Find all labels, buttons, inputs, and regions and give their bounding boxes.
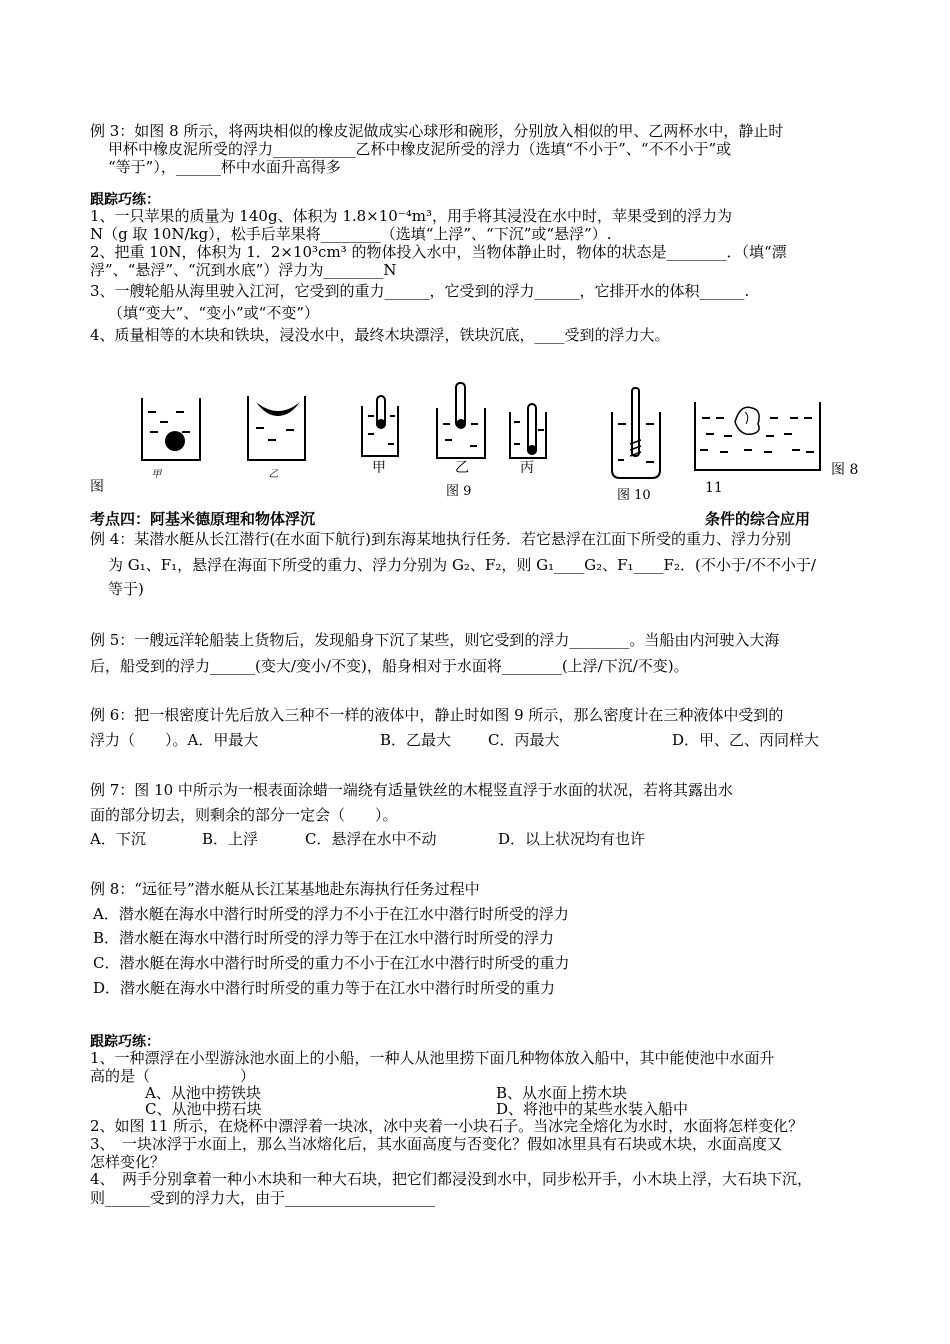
fig8-caption: 图 8: [831, 462, 859, 478]
fig9-label-jia: 甲: [372, 460, 386, 476]
ex8-option-d: D．潜水艇在海水中潜行时所受的重力等于在江水中潜行时所受的重力: [93, 979, 556, 997]
track1-q2a: 2、把重 10N，体积为 1．2×10³cm³ 的物体投入水中，当物体静止时，物体的状态是________．（填“漂: [90, 243, 787, 261]
ex5-line1: 例 5：一艘远洋轮船装上货物后，发现船身下沉了某些，则它受到的浮力________。当船由内河驶入大海: [90, 631, 780, 649]
fig11-caption: 11: [705, 480, 723, 496]
ex4-line2: 为 G₁、F₁，悬浮在海面下所受的重力、浮力分别为 G₂、F₂，则 G₁____G₂、F₁____F₂．(不小于/不不小于/: [108, 556, 816, 574]
track2-q3a: 3、 一块冰浮于水面上，那么当冰熔化后，其水面高度与否变化？假如冰里具有石块或木块，水面高度又: [90, 1135, 783, 1153]
fig8-beaker-jia: [142, 398, 200, 460]
fig9-bulb-bing: [527, 445, 537, 455]
track2-q4a: 4、 两手分别拿着一种小木块和一种大石块，把它们都浸没到水中，同步松开手，小木块上浮，大石块下沉，: [90, 1170, 813, 1188]
ex6-line1: 例 6：把一根密度计先后放入三种不一样的液体中，静止时如图 9 所示，那么密度计在三种液体中受到的: [90, 706, 784, 724]
track1-q2b: 浮”、“悬浮”、“沉到水底”）浮力为________N: [90, 261, 397, 279]
track1-q1a: 1、一只苹果的质量为 140g、体积为 1.8×10⁻⁴m³，用手将其浸没在水中时，苹果受到的浮力为: [90, 207, 732, 225]
track2-q1a: 1、一种漂浮在小型游泳池水面上的小船，一种人从池里捞下面几种物体放入船中，其中能使池中水面升: [90, 1049, 775, 1067]
track1-q3b: （填“变大”、“变小”或“不变”）: [108, 304, 320, 322]
ex3-line1: 例 3：如图 8 所示，将两块相似的橡皮泥做成实心球形和碗形，分别放入相似的甲、乙两杯水中，静止时: [90, 122, 784, 140]
ex7-option-a: A．下沉: [90, 830, 146, 848]
fig8-label-yi: 乙: [268, 468, 279, 481]
track2-q2: 2、如图 11 所示，在烧杯中漂浮着一块冰，冰中夹着一小块石子。当冰完全熔化为水时，水面将怎样变化？: [90, 1117, 804, 1135]
track2-q1-option-d: D、将池中的某些水装入船中: [496, 1100, 689, 1118]
ex3-line3: “等于”），______杯中水面升高得多: [108, 158, 341, 176]
track1-q1b: N（g 取 10N/kg），松手后苹果将________（选填“上浮”、“下沉”或“悬浮”）.: [90, 225, 612, 243]
ex7-option-d: D．以上状况均有也许: [498, 830, 646, 848]
ex7-line2: 面的部分切去，则剩余的部分一定会（ ）。: [90, 806, 398, 824]
ex3-line2: 甲杯中橡皮泥所受的浮力___________乙杯中橡皮泥所受的浮力（选填“不小于”、“不不小于”或: [108, 140, 732, 158]
ex5-line2: 后，船受到的浮力______(变大/变小/不变)，船身相对于水面将________(上浮/下沉/不变)。: [90, 657, 689, 675]
ex8-option-a: A．潜水艇在海水中潜行时所受的浮力不小于在江水中潜行时所受的浮力: [93, 905, 569, 923]
track1-q4: 4、质量相等的木块和铁块，浸没水中，最终木块漂浮，铁块沉底，____受到的浮力大。: [90, 326, 670, 344]
topic4-heading-left: 考点四：阿基米德原理和物体浮沉: [90, 510, 316, 528]
ex8-option-c: C．潜水艇在海水中潜行时所受的重力不小于在江水中潜行时所受的重力: [93, 954, 570, 972]
track2-q1-option-a: A、从池中捞铁块: [145, 1084, 261, 1102]
fig9-bulb-yi: [456, 419, 466, 429]
fig11-container: [695, 402, 820, 470]
ex6-option-c: C．丙最大: [488, 731, 560, 749]
track2-q1b: 高的是（ ）: [90, 1067, 256, 1085]
track1-heading: 跟踪巧练：: [90, 192, 160, 208]
track2-q4b: 则______受到的浮力大，由于____________________: [90, 1189, 436, 1207]
ex6-option-b: B．乙最大: [380, 731, 452, 749]
ex4-line3: 等于): [108, 580, 144, 598]
ex7-option-b: B．上浮: [202, 830, 259, 848]
ex6-option-d: D．甲、乙、丙同样大: [672, 731, 820, 749]
fig9-bulb-jia: [376, 419, 386, 429]
track2-q1-option-b: B、从水面上捞木块: [496, 1084, 628, 1102]
ex4-line1: 例 4：某潜水艇从长江潜行(在水面下航行)到东海某地执行任务．若它悬浮在江面下所受的重力、浮力分别: [90, 530, 792, 548]
track1-q3a: 3、一艘轮船从海里驶入江河，它受到的重力______，它受到的浮力______，它排开水的体积______.: [90, 282, 750, 300]
topic4-heading-right: 条件的综合应用: [705, 510, 811, 528]
ex8-stem: 例 8：“远征号”潜水艇从长江某基地赴东海执行任务过程中: [90, 880, 480, 898]
track2-q3b: 怎样变化？: [90, 1153, 166, 1171]
track2-heading: 跟踪巧练：: [90, 1034, 160, 1050]
track2-q1-option-c: C、从池中捞石块: [145, 1100, 262, 1118]
ex8-option-b: B．潜水艇在海水中潜行时所受的浮力等于在江水中潜行时所受的浮力: [93, 929, 555, 947]
ex7-line1: 例 7：图 10 中所示为一根表面涂蜡一端绕有适量铁丝的木棍竖直浮于水面的状况，若将其露出水: [90, 781, 733, 799]
fig8-caption-char: 图: [90, 479, 104, 495]
ex6-line2: 浮力（ ）。A．甲最大: [90, 731, 259, 749]
fig9-label-yi: 乙: [455, 460, 469, 476]
fig8-sphere: [165, 431, 185, 451]
ex7-option-c: C．悬浮在水中不动: [305, 830, 437, 848]
fig9-caption: 图 9: [446, 484, 472, 499]
fig8-bowl: [256, 402, 300, 416]
fig10-caption: 图 10: [617, 488, 651, 503]
fig9-label-bing: 丙: [520, 460, 534, 476]
fig8-label-jia: 甲: [151, 468, 162, 481]
fig10-beaker: [612, 388, 660, 478]
